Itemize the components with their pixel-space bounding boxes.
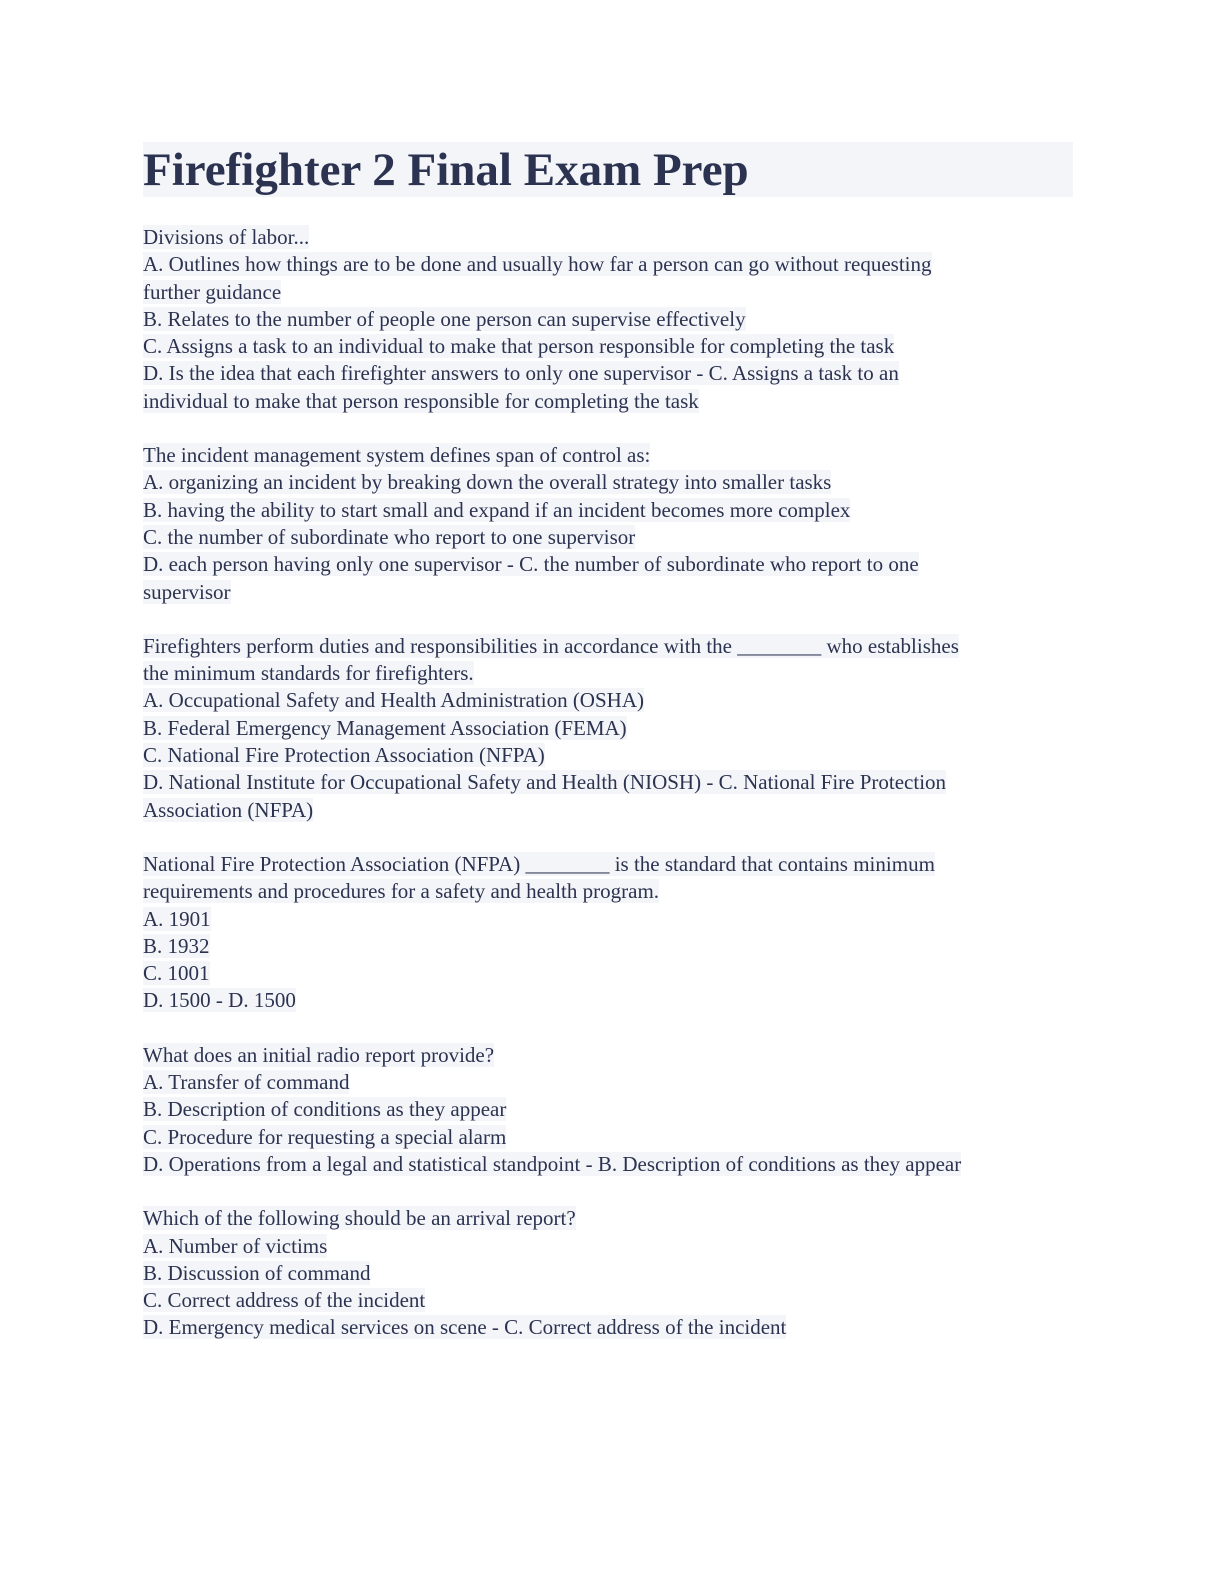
question-line: National Fire Protection Association (NFPA) ________ is the standard that contains minimum [143, 851, 935, 876]
question-line: requirements and procedures for a safety and health program. [143, 879, 660, 904]
document-page [143, 142, 1073, 1369]
question-line: B. Discussion of command [143, 1260, 371, 1285]
question-line: D. National Institute for Occupational Safety and Health (NIOSH) - C. National Fire Protection [143, 770, 947, 795]
title-band [143, 142, 1073, 197]
question-line: A. Transfer of command [143, 1070, 350, 1095]
question-4 [143, 851, 1073, 1015]
question-line: A. organizing an incident by breaking down the overall strategy into smaller tasks [143, 470, 832, 495]
question-line: C. National Fire Protection Association (NFPA) [143, 743, 545, 768]
question-line: supervisor [143, 579, 231, 604]
question-line: C. Correct address of the incident [143, 1288, 426, 1313]
question-line: C. the number of subordinate who report to one supervisor [143, 524, 636, 549]
question-6 [143, 1205, 1073, 1341]
question-line: D. 1500 - D. 1500 [143, 988, 296, 1013]
question-line: C. Assigns a task to an individual to make that person responsible for completing the task [143, 334, 895, 359]
question-line: D. Operations from a legal and statistical standpoint - B. Description of conditions as they appear [143, 1151, 962, 1176]
question-line: Association (NFPA) [143, 797, 314, 822]
question-3 [143, 633, 1073, 824]
document-title: Firefighter 2 Final Exam Prep [143, 144, 749, 196]
question-line: The incident management system defines span of control as: [143, 443, 651, 468]
question-1 [143, 224, 1073, 415]
question-2 [143, 442, 1073, 606]
question-line: B. 1932 [143, 933, 210, 958]
question-line: B. Federal Emergency Management Association (FEMA) [143, 715, 627, 740]
question-line: A. Occupational Safety and Health Administration (OSHA) [143, 688, 644, 713]
question-line: further guidance [143, 279, 282, 304]
question-line: A. 1901 [143, 906, 211, 931]
question-line: Divisions of labor... [143, 225, 310, 249]
question-5 [143, 1042, 1073, 1178]
question-line: Which of the following should be an arrival report? [143, 1206, 576, 1231]
question-line: A. Outlines how things are to be done and usually how far a person can go without requesting [143, 252, 932, 277]
question-line: D. Is the idea that each firefighter answers to only one supervisor - C. Assigns a task to an [143, 361, 899, 386]
question-line: D. each person having only one supervisor - C. the number of subordinate who report to one [143, 552, 919, 577]
question-line: C. Procedure for requesting a special alarm [143, 1124, 507, 1149]
question-line: Firefighters perform duties and responsibilities in accordance with the ________ who establishes [143, 633, 959, 658]
question-line: What does an initial radio report provide? [143, 1042, 495, 1067]
question-line: C. 1001 [143, 961, 210, 986]
question-line: B. having the ability to start small and expand if an incident becomes more complex [143, 497, 851, 522]
question-line: D. Emergency medical services on scene - C. Correct address of the incident [143, 1315, 787, 1340]
question-line: B. Description of conditions as they appear [143, 1097, 507, 1122]
question-line: A. Number of victims [143, 1233, 328, 1258]
question-line: individual to make that person responsible for completing the task [143, 388, 699, 413]
question-line: B. Relates to the number of people one person can supervise effectively [143, 306, 746, 331]
question-line: the minimum standards for firefighters. [143, 661, 474, 686]
